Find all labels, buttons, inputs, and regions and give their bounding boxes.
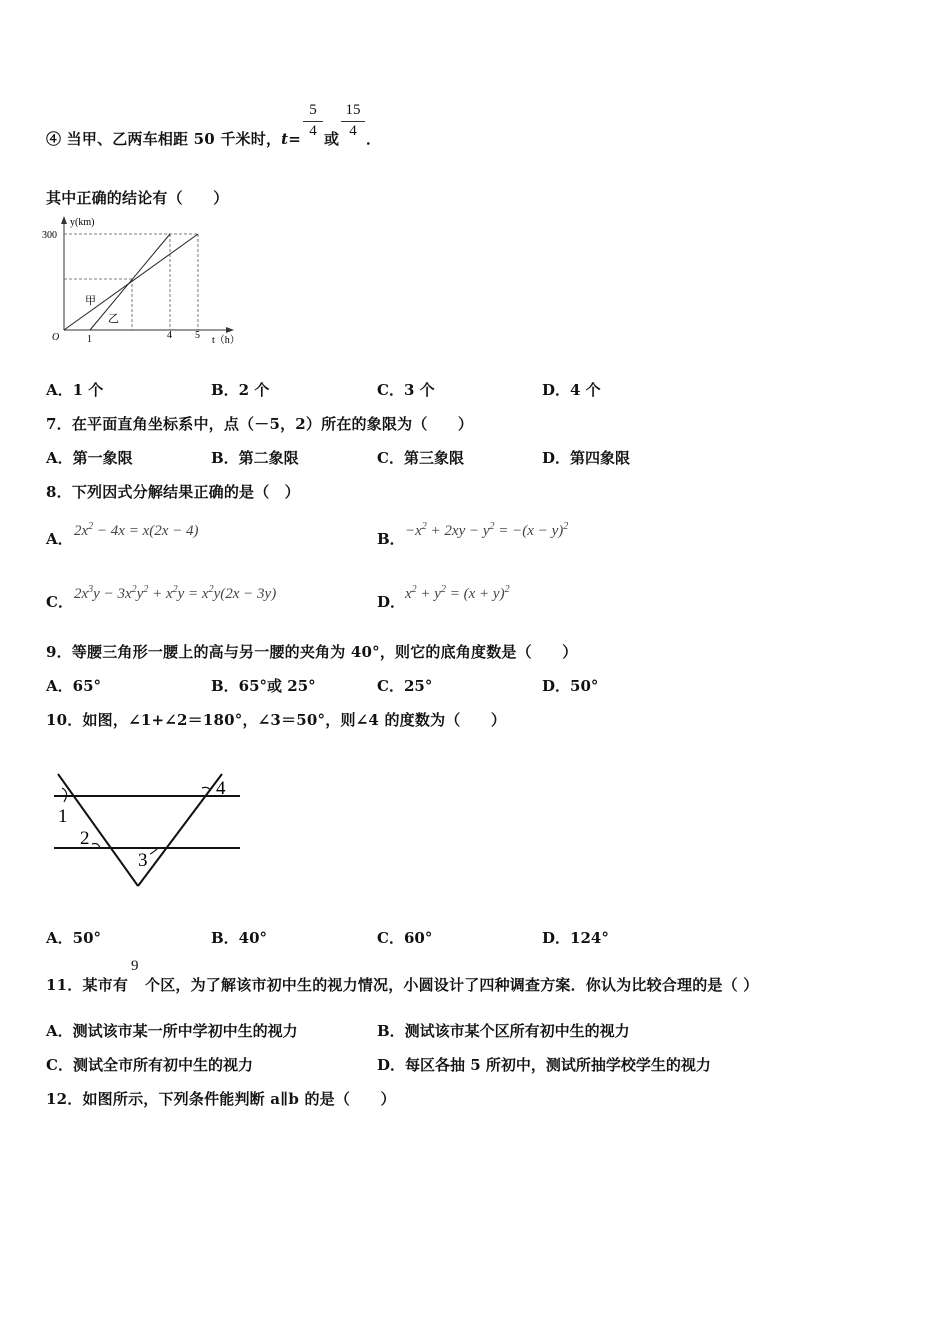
q7-stem: 7．在平面直角坐标系中，点（－5，2）所在的象限为（ ） [46,415,474,433]
q6-prompt: 其中正确的结论有（ ） [46,189,229,207]
q6-option-d: D．4 个 [542,381,601,399]
q11-option-d: D．每区各抽 5 所初中，测试所抽学校学生的视力 [377,1056,711,1074]
y-tick-300: 300 [42,230,57,241]
q8-option-c-formula: $2x^3y - 3x^2y^2 + x^2y = x^2y(2x - 3y)$ [74,584,277,602]
q7-option-d: D．第四象限 [542,449,631,467]
q8-option-d-formula: $x^2 + y^2 = (x + y)^2$ [405,584,510,602]
q9-stem: 9．等腰三角形一腰上的高与另一腰的夹角为 40°，则它的底角度数是（ ） [46,643,578,661]
q10-option-a: A．50° [46,929,102,947]
y-axis-label: y(km) [70,217,95,228]
q9-option-d: D．50° [542,677,599,695]
frac2-num: 15 [345,102,361,118]
left-transversal [58,774,138,886]
q10-option-d: D．124° [542,929,609,947]
x-tick-4: 4 [167,330,172,341]
line-yi [90,234,170,330]
q10-option-c: C．60° [377,929,433,947]
q6-item4-fraction-1 [303,102,323,140]
q11-number: 9 [131,958,139,974]
q7-option-a: A．第一象限 [46,449,133,467]
q6-item4-or: 或 [324,130,340,148]
angle-label-3: 3 [138,850,148,871]
q6-item4-t: t= [281,130,302,148]
q6-item4 [46,128,301,149]
q6-distance-time-graph [40,212,250,352]
q7-option-b: B．第二象限 [211,449,299,467]
line-jia [64,234,198,330]
frac1-den: 4 [309,123,317,139]
q8-option-a-label: A． [46,530,73,548]
label-jia: 甲 [85,295,96,307]
q11-stem-before: 11．某市有 [46,976,129,994]
x-axis-label: t（h） [212,335,240,346]
q9-option-a: A．65° [46,677,102,695]
x-axis-arrow [226,327,234,333]
q8-option-c-label: C． [46,593,73,611]
q8-option-a-formula: $2x^2 - 4x = x(2x - 4)$ [74,521,199,539]
q10-option-b: B．40° [211,929,268,947]
q6-item4-fraction-2 [341,102,365,140]
q9-option-c: C．25° [377,677,433,695]
q10-parallel-lines-figure [50,770,250,895]
angle-label-2: 2 [80,828,90,849]
q6-item4-end: ． [366,130,382,148]
q11-option-a: A．测试该市某一所中学初中生的视力 [46,1022,298,1040]
q11-option-b: B．测试该市某个区所有初中生的视力 [377,1022,630,1040]
frac2-den: 4 [349,123,357,139]
angle-label-4: 4 [216,778,226,799]
frac1-bar [303,121,323,122]
label-yi: 乙 [108,313,119,325]
q6-option-c: C．3 个 [377,381,435,399]
q8-option-d-label: D． [377,593,406,611]
x-tick-1: 1 [87,334,92,345]
q12-stem: 12．如图所示，下列条件能判断 a∥b 的是（ ） [46,1090,396,1108]
q8-option-b-formula: $-x^2 + 2xy - y^2 = -(x - y)^2$ [405,521,569,539]
q8-stem: 8．下列因式分解结果正确的是（ ） [46,483,300,501]
frac2-bar [341,121,365,122]
q6-option-a: A．1 个 [46,381,104,399]
q11-stem-after: 个区，为了解该市初中生的视力情况，小圆设计了四种调查方案．你认为比较合理的是（ ） [145,976,759,994]
origin-label: O [52,332,60,343]
y-axis-arrow [61,216,67,224]
angle-label-1: 1 [58,806,68,827]
q6-option-b: B．2 个 [211,381,270,399]
q8-option-b-label: B． [377,530,405,548]
right-transversal [138,774,222,886]
frac1-num: 5 [309,102,317,118]
x-tick-5: 5 [195,330,200,341]
q11-option-c: C．测试全市所有初中生的视力 [46,1056,253,1074]
q9-option-b: B．65°或 25° [211,677,316,695]
q6-item4-text: ④ 当甲、乙两车相距 50 千米时， [46,130,282,148]
angle-arc-4 [202,787,210,790]
q7-option-c: C．第三象限 [377,449,464,467]
q10-stem: 10．如图，∠1+∠2＝180°，∠3＝50°，则∠4 的度数为（ ） [46,711,507,729]
